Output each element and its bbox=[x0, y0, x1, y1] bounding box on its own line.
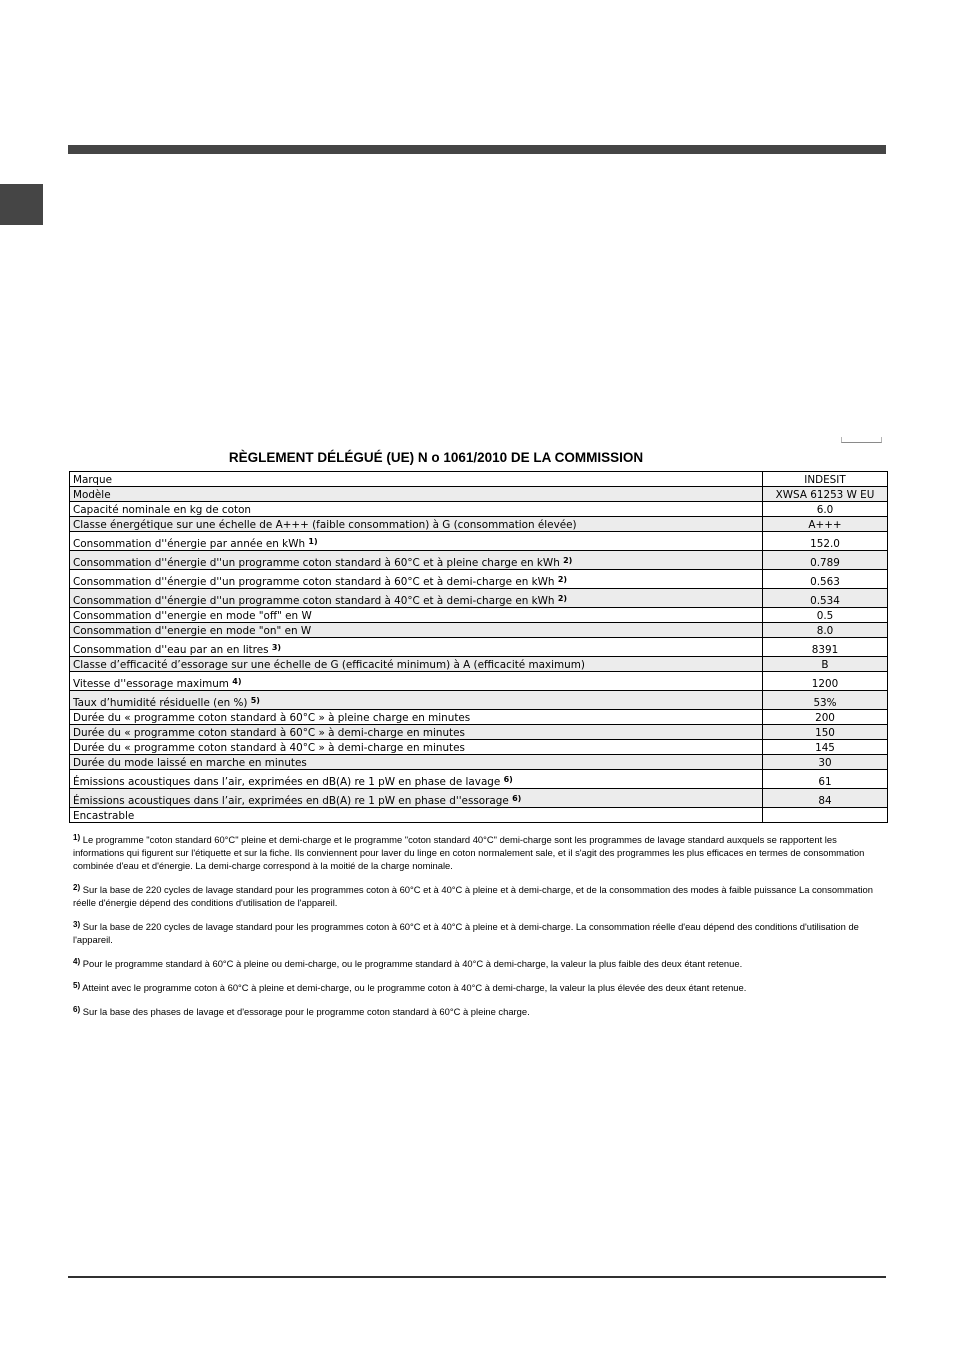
footnotes bbox=[73, 833, 881, 1029]
row-label: Consommation d''énergie d''un programme coton standard à 40°C et à demi-charge en kWh bbox=[73, 595, 555, 607]
side-tab bbox=[0, 184, 43, 225]
row-label: Classe d’efficacité d’essorage sur une échelle de G (efficacité minimum) à A (efficacité maximum) bbox=[73, 659, 585, 671]
row-value: 8.0 bbox=[763, 623, 888, 638]
row-label-cell bbox=[70, 789, 763, 808]
row-value: INDESIT bbox=[763, 472, 888, 487]
table-row bbox=[70, 551, 888, 570]
table-row bbox=[70, 755, 888, 770]
row-value: 150 bbox=[763, 725, 888, 740]
row-label-cell bbox=[70, 608, 763, 623]
row-label-cell bbox=[70, 551, 763, 570]
row-label: Durée du « programme coton standard à 40°C » à demi-charge en minutes bbox=[73, 742, 465, 754]
row-label: Durée du mode laissé en marche en minutes bbox=[73, 757, 307, 769]
row-label-cell bbox=[70, 808, 763, 823]
row-value: B bbox=[763, 657, 888, 672]
row-value: A+++ bbox=[763, 517, 888, 532]
row-label: Consommation d''energie en mode "off" en W bbox=[73, 610, 312, 622]
footnote-ref: 2) bbox=[557, 594, 568, 603]
row-label: Consommation d''eau par an en litres bbox=[73, 644, 269, 656]
row-label: Marque bbox=[73, 474, 112, 486]
table-row bbox=[70, 740, 888, 755]
row-label: Consommation d''énergie d''un programme coton standard à 60°C et à demi-charge en kWh bbox=[73, 576, 555, 588]
table-row bbox=[70, 608, 888, 623]
footnote bbox=[73, 981, 881, 994]
footnote-ref: 4) bbox=[232, 677, 242, 686]
table-row bbox=[70, 657, 888, 672]
row-label-cell bbox=[70, 623, 763, 638]
footnote-mark: 4) bbox=[73, 957, 81, 966]
table-row bbox=[70, 691, 888, 710]
corner-mark bbox=[841, 437, 882, 443]
footnote bbox=[73, 883, 881, 909]
row-value bbox=[763, 808, 888, 823]
footnote-mark: 5) bbox=[73, 981, 81, 990]
footnote-text: Pour le programme standard à 60°C à pleine ou demi-charge, ou le programme standard à 40°C à demi-charge, la valeur la plus faible des deux étant retenue. bbox=[82, 958, 743, 969]
footnote bbox=[73, 1005, 881, 1018]
table-row bbox=[70, 623, 888, 638]
row-label-cell bbox=[70, 532, 763, 551]
row-label: Durée du « programme coton standard à 60°C » à pleine charge en minutes bbox=[73, 712, 471, 724]
footnote-text: Le programme "coton standard 60°C" pleine et demi-charge et le programme "coton standard 40°C" demi-charge sont les programmes de lavage standard auxquels se rapportent les informations qui figurent sur l'étiquette et sur la fiche. Ils conviennent pour laver du linge en coton normalement sale, et il s'agit des programmes les plus efficaces en termes de consommation combinée d'eau et d'énergie. La demi-charge correspond à la moitié de la charge nominale. bbox=[73, 834, 865, 871]
footnote-mark: 6) bbox=[73, 1005, 81, 1014]
row-value: 0.5 bbox=[763, 608, 888, 623]
row-value: 8391 bbox=[763, 638, 888, 657]
row-label-cell bbox=[70, 502, 763, 517]
spec-table bbox=[69, 471, 888, 823]
footnote-ref: 1) bbox=[308, 537, 318, 546]
row-value: 30 bbox=[763, 755, 888, 770]
row-value: 0.563 bbox=[763, 570, 888, 589]
row-label-cell bbox=[70, 638, 763, 657]
row-value: 152.0 bbox=[763, 532, 888, 551]
row-label: Consommation d''énergie d''un programme coton standard à 60°C et à pleine charge en kWh bbox=[73, 557, 560, 569]
table-row bbox=[70, 502, 888, 517]
row-value: XWSA 61253 W EU bbox=[763, 487, 888, 502]
footnote-ref: 6) bbox=[512, 794, 522, 803]
row-label-cell bbox=[70, 740, 763, 755]
table-row bbox=[70, 589, 888, 608]
table-row bbox=[70, 770, 888, 789]
footnote-mark: 1) bbox=[73, 833, 81, 842]
row-label: Consommation d''energie en mode "on" en W bbox=[73, 625, 312, 637]
row-label: Classe énergétique sur une échelle de A+++ (faible consommation) à G (consommation élevée) bbox=[73, 519, 577, 531]
row-label-cell bbox=[70, 570, 763, 589]
row-label-cell bbox=[70, 725, 763, 740]
table-row bbox=[70, 672, 888, 691]
row-label-cell bbox=[70, 710, 763, 725]
table-row bbox=[70, 517, 888, 532]
table-row bbox=[70, 570, 888, 589]
row-label: Capacité nominale en kg de coton bbox=[73, 504, 252, 516]
row-value: 61 bbox=[763, 770, 888, 789]
row-label-cell bbox=[70, 487, 763, 502]
row-value: 145 bbox=[763, 740, 888, 755]
row-value: 0.534 bbox=[763, 589, 888, 608]
footnote-ref: 5) bbox=[250, 696, 260, 705]
footnote-mark: 3) bbox=[73, 920, 81, 929]
row-label-cell bbox=[70, 770, 763, 789]
table-row bbox=[70, 532, 888, 551]
row-label: Modèle bbox=[73, 489, 111, 501]
row-label: Taux d’humidité résiduelle (en %) bbox=[73, 697, 248, 709]
row-label-cell bbox=[70, 672, 763, 691]
footnote-ref: 2) bbox=[557, 575, 568, 584]
table-row bbox=[70, 808, 888, 823]
document-title: RÈGLEMENT DÉLÉGUÉ (UE) N o 1061/2010 DE LA COMMISSION bbox=[228, 450, 644, 465]
row-label-cell bbox=[70, 657, 763, 672]
row-value: 0.789 bbox=[763, 551, 888, 570]
row-label: Encastrable bbox=[73, 810, 135, 822]
footnote-ref: 2) bbox=[563, 556, 573, 565]
bottom-rule bbox=[68, 1276, 886, 1278]
row-label: Émissions acoustiques dans l’air, exprimées en dB(A) re 1 pW en phase de lavage bbox=[73, 776, 501, 788]
row-label-cell bbox=[70, 472, 763, 487]
table-row bbox=[70, 638, 888, 657]
row-value: 6.0 bbox=[763, 502, 888, 517]
footnote-mark: 2) bbox=[73, 883, 81, 892]
row-value: 1200 bbox=[763, 672, 888, 691]
footnote-text: Sur la base des phases de lavage et d'essorage pour le programme coton standard à 60°C à pleine charge. bbox=[82, 1006, 530, 1017]
footnote bbox=[73, 833, 881, 872]
row-value: 84 bbox=[763, 789, 888, 808]
footnote-text: Sur la base de 220 cycles de lavage standard pour les programmes coton à 60°C et à 40°C à pleine et à demi-charge, et de la consommation des modes à faible puissance La consommation réelle d'énergie dépend des conditions d'utilisation de l'appareil. bbox=[73, 884, 873, 908]
table-row bbox=[70, 725, 888, 740]
row-value: 200 bbox=[763, 710, 888, 725]
row-label-cell bbox=[70, 589, 763, 608]
row-label: Vitesse d''essorage maximum bbox=[73, 678, 229, 690]
row-label-cell bbox=[70, 691, 763, 710]
row-label-cell bbox=[70, 517, 763, 532]
footnote bbox=[73, 957, 881, 970]
table-row bbox=[70, 789, 888, 808]
table-row bbox=[70, 710, 888, 725]
footnote-text: Sur la base de 220 cycles de lavage standard pour les programmes coton à 60°C et à 40°C à pleine et à demi-charge. La consommation réelle d'eau dépend des conditions d'utilisation de l'appareil. bbox=[73, 921, 859, 945]
footnote-ref: 3) bbox=[271, 643, 282, 652]
row-value: 53% bbox=[763, 691, 888, 710]
footnote bbox=[73, 920, 881, 946]
row-label-cell bbox=[70, 755, 763, 770]
footnote-ref: 6) bbox=[503, 775, 513, 784]
spec-table-body bbox=[70, 472, 888, 823]
table-row bbox=[70, 472, 888, 487]
footnote-text: Atteint avec le programme coton à 60°C à pleine et demi-charge, ou le programme coton à 40°C à demi-charge, la valeur la plus élevée des deux étant retenue. bbox=[82, 982, 747, 993]
row-label: Émissions acoustiques dans l’air, exprimées en dB(A) re 1 pW en phase d''essorage bbox=[73, 795, 509, 807]
row-label: Consommation d''énergie par année en kWh bbox=[73, 538, 306, 550]
row-label: Durée du « programme coton standard à 60°C » à demi-charge en minutes bbox=[73, 727, 465, 739]
table-row bbox=[70, 487, 888, 502]
top-rule bbox=[68, 145, 886, 154]
